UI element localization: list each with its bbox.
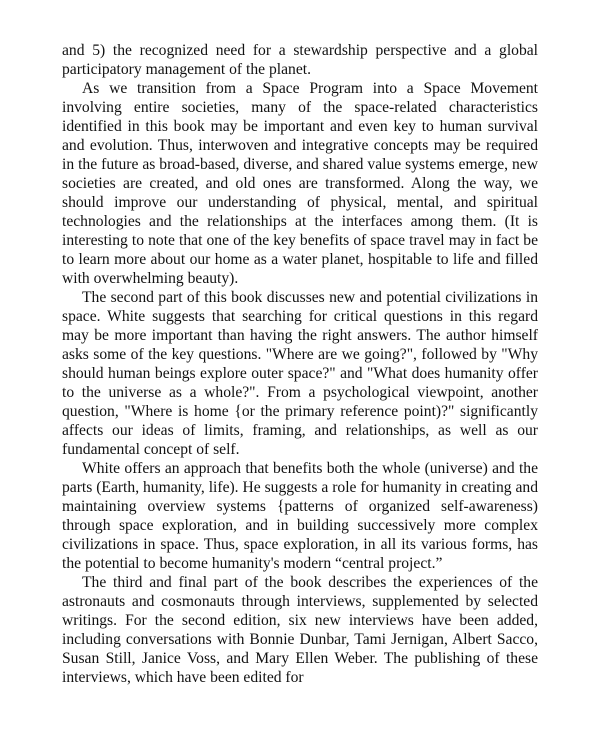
paragraph-astronaut-interviews: The third and final part of the book describes the experiences of the astronauts and cosmonauts through interviews, supplemented by selected writings. For the second edition, six new interviews have been added, including conversations with Bonnie Dunbar, Tami Jernigan, Albert Sacco, Susan Still, Janice Voss, and Mary Ellen Weber. The publishing of these interviews, which have been edited for (62, 574, 538, 686)
document-page (62, 41, 538, 687)
paragraph-continuation: and 5) the recognized need for a stewardship perspective and a global participatory management of the planet. (62, 42, 538, 78)
paragraph-civilizations-in-space: The second part of this book discusses new and potential civilizations in space. White suggests that searching for critical questions in this regard may be more important than having the right answers. The author himself asks some of the key questions. "Where are we going?", followed by "Why should human beings explore outer space?" and "What does humanity offer to the universe as a whole?". From a psychological viewpoint, another question, "Where is home {or the primary reference point)?" significantly affects our ideas of limits, framing, and relationships, as well as our fundamental concept of self. (62, 289, 538, 458)
paragraph-overview-systems: White offers an approach that benefits both the whole (universe) and the parts (Earth, humanity, life). He suggests a role for humanity in creating and maintaining overview systems {patterns of organized self-awareness) through space exploration, and in building successively more complex civilizations in space. Thus, space exploration, in all its various forms, has the potential to become humanity's modern “central project.” (62, 460, 538, 572)
paragraph-space-movement: As we transition from a Space Program into a Space Movement involving entire societies, many of the space-related characteristics identified in this book may be important and even key to human survival and evolution. Thus, interwoven and integrative concepts may be required in the future as broad-based, diverse, and shared value systems emerge, new societies are created, and old ones are transformed. Along the way, we should improve our understanding of physical, mental, and spiritual technologies and the relationships at the interfaces among them. (It is interesting to note that one of the key benefits of space travel may in fact be to learn more about our home as a water planet, hospitable to life and filled with overwhelming beauty). (62, 80, 538, 287)
